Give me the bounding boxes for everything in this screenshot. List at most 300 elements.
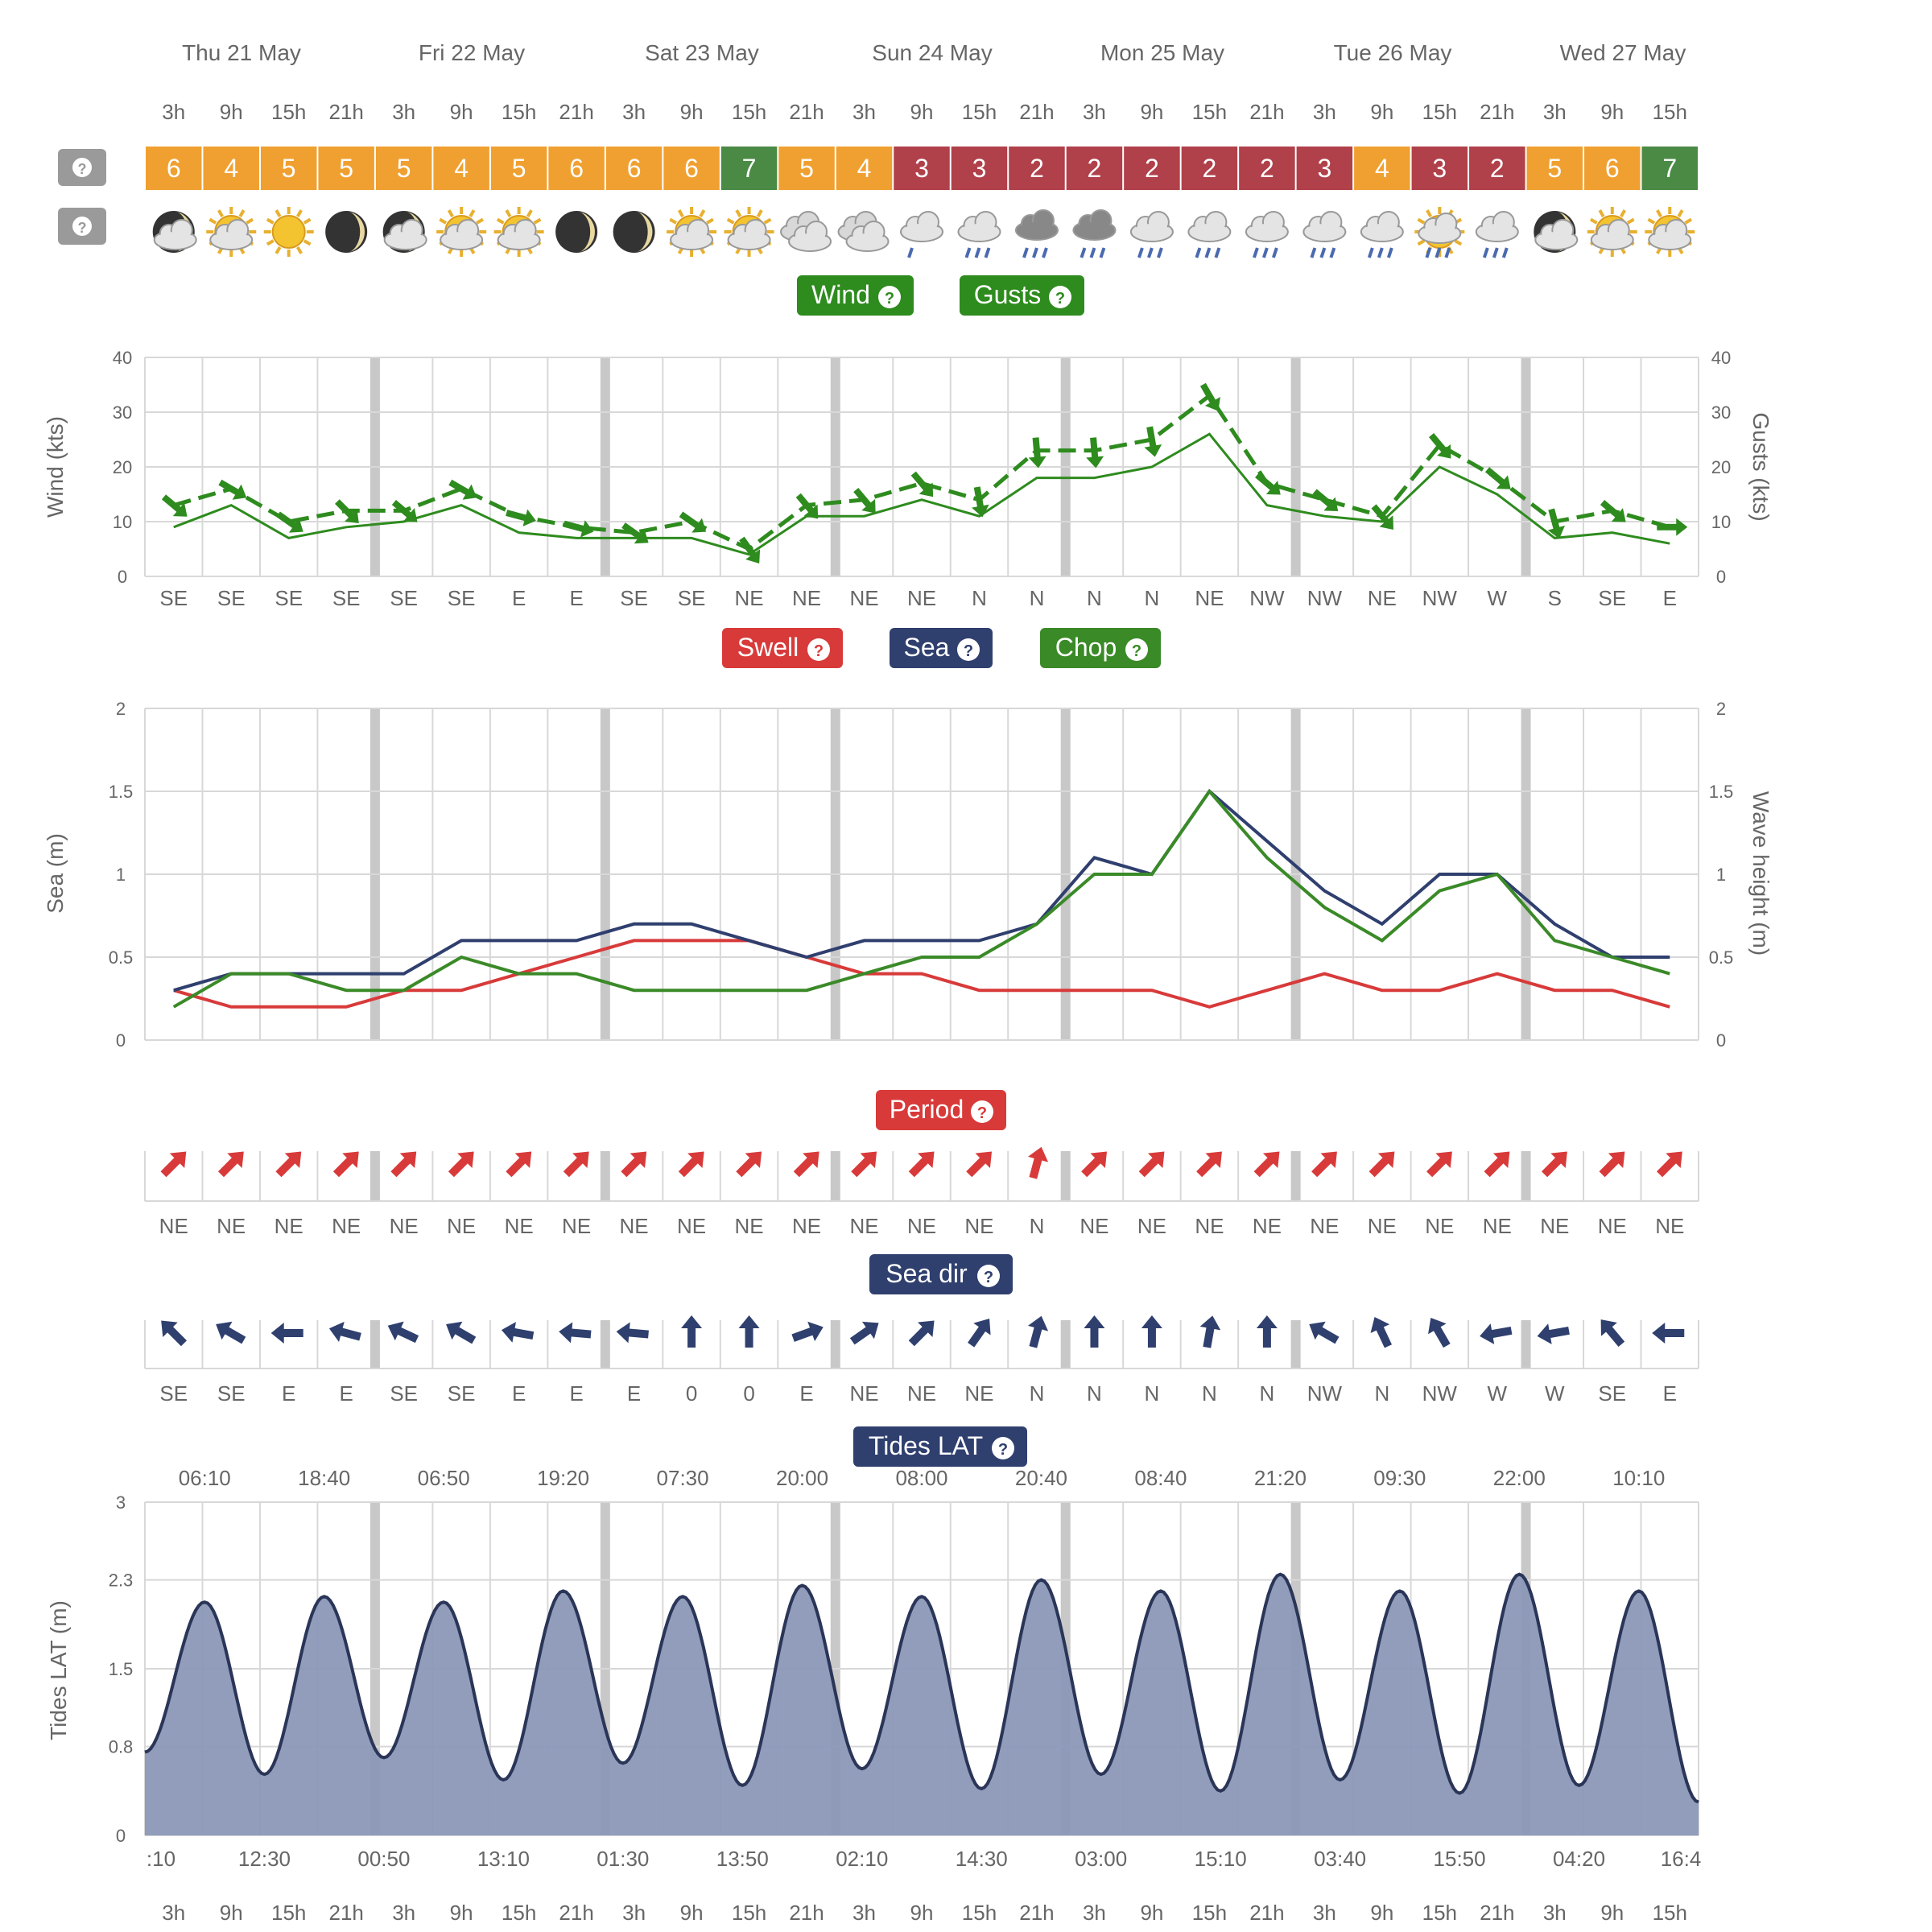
hour-label: 21h [328,1901,364,1925]
sea-dir-arrow [1141,1315,1162,1348]
sun-ray [1678,210,1682,217]
arrow-head [681,1315,702,1328]
rain-icon [1188,212,1230,258]
moon-icon [555,211,597,253]
period-toggle-button[interactable] [876,1090,1006,1130]
cloud-fill [1075,222,1113,238]
sun-ray [470,210,474,217]
hour-label: 15h [1191,1901,1228,1925]
rain-drop [1139,248,1142,258]
wind-direction-label: SE [390,586,419,610]
wind-direction-label: E [511,586,526,610]
low-tide-time: 13:50 [716,1847,769,1871]
hour-label: 15h [271,100,307,124]
high-tide-time: 21:20 [1253,1466,1307,1490]
rating-value: 4 [224,154,239,183]
high-tide-time: 08:40 [1134,1466,1187,1490]
rain-drop [1494,248,1497,258]
sun-ray [304,241,311,245]
arrow-head [1084,1315,1104,1328]
sea-dir-label: E [1662,1381,1677,1406]
sun-ray [670,220,676,224]
sun-cloud-icon [1587,207,1637,257]
wind-direction-label: N [1029,586,1045,610]
rating-value: 6 [569,154,584,183]
swell-toggle-button[interactable] [722,628,843,668]
y2-tick: 20 [1711,457,1732,477]
hour-label: 9h [679,1901,704,1925]
arrow-head [558,1321,572,1343]
gust-arrow [1027,437,1047,469]
rating-value: 2 [1030,154,1044,183]
help-glyph: ? [77,220,87,236]
weather-help-icon[interactable] [58,208,106,245]
rain-icon [1361,212,1403,258]
period-direction-label: N [1029,1214,1045,1238]
rain-drop [985,248,989,258]
y-tick: 40 [112,348,133,368]
rating-value: 7 [1662,154,1678,183]
rain-drop [1206,248,1209,258]
sea-dir-arrow [904,1313,942,1351]
cloud-fill [386,232,425,248]
y-tick: 0 [117,567,128,587]
high-tide-time: 09:30 [1373,1466,1426,1490]
day-label: Tue 26 May [1333,40,1452,65]
sun-ray [1600,210,1604,217]
arrow-shaft [1090,1327,1098,1348]
period-arrow [1307,1144,1344,1182]
sea-dir-label: E [282,1381,296,1406]
sun-ray [477,220,483,224]
hour-label: 21h [1249,1901,1285,1925]
wind-direction-label: NW [1307,586,1343,610]
moon-icon [613,211,655,253]
rain-drop [1100,248,1104,258]
arrow-head [616,1321,630,1343]
rain-drop [1254,248,1257,258]
sun-ray [1621,210,1625,217]
arrow-head [327,1319,345,1342]
sun-ray [535,220,541,224]
wind-direction-label: NE [849,586,879,610]
arrow-shaft [1148,1327,1156,1348]
arrow-head [739,1315,760,1328]
sun-ray [1427,210,1431,217]
sea-dir-arrow [616,1321,650,1344]
sea-dir-arrow [846,1315,885,1350]
rain-drop [1091,248,1094,258]
help-glyph: ? [1055,290,1066,308]
chop-toggle-button[interactable] [1040,628,1161,668]
rain-drop [1389,248,1392,258]
sea-dir-arrow [154,1313,192,1351]
sea-dir-arrow [1365,1313,1397,1351]
sun-ray [276,247,280,254]
help-glyph: ? [976,1104,988,1122]
hour-label: 15h [501,100,537,124]
sea-dir-label: SE [217,1381,246,1406]
y2-tick: 1.5 [1708,782,1734,802]
gust-arrow [1252,469,1286,502]
hour-label: 3h [392,1901,416,1925]
rain-drop [1311,248,1315,258]
hour-label: 21h [1019,100,1055,124]
rain-drop [1043,248,1046,258]
hour-label: 3h [1312,1901,1336,1925]
low-tide-time: 04:20 [1552,1847,1606,1871]
period-direction-label: NE [1252,1214,1282,1238]
hour-label: 15h [501,1901,537,1925]
period-arrow [1422,1144,1459,1182]
day-label: Fri 22 May [418,40,526,65]
y-tick: 0.5 [108,947,134,968]
button-label: Wind [811,280,870,309]
hour-label: 9h [449,100,473,124]
sun-ray [276,210,280,217]
sea-dir-label: 0 [743,1381,755,1406]
day-label: Mon 25 May [1100,40,1225,65]
rating-value: 6 [626,154,642,183]
sea-toggle-button[interactable] [890,628,993,668]
period-arrow [674,1144,712,1182]
button-label: Sea dir [886,1259,968,1288]
period-arrow [617,1144,654,1182]
sea-dir-label: E [339,1381,353,1406]
storm-icon [1016,210,1058,258]
hour-label: 15h [271,1901,307,1925]
day-label: Wed 27 May [1559,40,1686,65]
arrow-shaft [1263,1327,1271,1348]
period-direction-label: NE [1195,1214,1224,1238]
hour-label: 9h [910,1901,934,1925]
sea-dir-arrow [271,1323,303,1344]
sun-ray [1418,220,1424,224]
sun-ray [449,210,453,217]
rating-value: 3 [914,154,929,183]
wind-direction-label: NE [1195,586,1224,610]
y-tick: 0.8 [108,1736,134,1757]
wind-direction-label: NE [906,586,937,610]
period-direction-label: NE [1425,1214,1455,1238]
button-label: Period [889,1095,964,1124]
arrow-shaft [1203,1326,1214,1348]
period-direction-label: NE [217,1214,246,1238]
sea-dir-arrow [1593,1313,1630,1351]
gusts-series-line [174,396,1670,549]
low-tide-time: 15:50 [1433,1847,1486,1871]
hour-label: 15h [961,100,997,124]
period-direction-label: NE [1540,1214,1570,1238]
wind-direction-label: SE [159,586,188,610]
wind-direction-label: SE [447,586,476,610]
period-arrow [1537,1144,1575,1182]
hour-label: 21h [789,1901,824,1925]
sun-ray [1648,220,1654,224]
sea-dir-arrow [211,1315,250,1350]
low-tide-time: 03:00 [1075,1847,1128,1871]
hour-label: 15h [1191,100,1228,124]
sea-dir-label: E [569,1381,584,1406]
button-label: Tides LAT [868,1431,984,1460]
high-tide-time: 08:00 [895,1466,948,1490]
wind-direction-label: NW [1249,586,1285,610]
sea-dir-arrow [1196,1314,1223,1349]
rain-drop [1081,248,1084,258]
hour-label: 3h [852,1901,876,1925]
sea-dir-arrow [1422,1312,1456,1351]
cloud-fill [1018,222,1056,238]
light-rain-icon [901,212,943,258]
sea-dir-label: N [1144,1381,1160,1406]
cloud-fill [902,224,941,240]
period-arrow [1023,1144,1051,1180]
cloud-fill [156,232,195,248]
sea-dir-arrow [441,1315,480,1350]
button-label: Swell [737,633,799,662]
wind-direction-label: SE [1598,586,1627,610]
sun-ray [246,220,253,224]
cloud-icon [839,212,889,251]
arrow-shaft [512,1328,534,1340]
cloud-fill [672,232,711,248]
cloud-fill [960,224,998,240]
period-direction-label: NE [504,1214,534,1238]
period-direction-label: NE [734,1214,764,1238]
period-arrow [1077,1144,1115,1182]
sea-dir-label: SE [390,1381,419,1406]
cloud-fill [1305,224,1344,240]
period-direction-label: NE [1137,1214,1166,1238]
sun-cloud-icon [667,207,716,257]
low-tide-time: 01:30 [597,1847,650,1871]
wind-direction-label: E [569,586,584,610]
hour-label: 3h [852,100,876,124]
y-tick: 30 [112,402,133,423]
cloud-fill [1650,232,1689,248]
cloud-fill [500,232,539,248]
sun-ray [240,210,244,217]
rain-drop [1484,248,1488,258]
wind-direction-label: S [1547,586,1562,610]
sea-dir-label: E [799,1381,814,1406]
hour-label: 9h [1140,100,1164,124]
sea-dir-label: N [1202,1381,1217,1406]
arrow-head [1652,1323,1665,1344]
gust-arrow [1195,380,1226,415]
rain-drop [909,248,912,258]
hour-label: 15h [961,1901,997,1925]
sea-dir-arrow [327,1319,363,1347]
sun-ray [209,220,216,224]
sun-cloud-icon [436,207,486,257]
sea-dir-label: NE [906,1381,937,1406]
period-direction-label: NE [332,1214,361,1238]
button-label: Gusts [973,280,1042,309]
period-direction-label: NE [677,1214,707,1238]
y2-tick: 0 [1715,567,1727,587]
gust-arrow [216,475,251,506]
gusts-toggle-button[interactable] [960,275,1084,316]
period-arrow [1134,1144,1172,1182]
period-direction-label: NE [1310,1214,1340,1238]
rain-drop [1274,248,1277,258]
sun-cloud-icon [1645,207,1695,257]
period-direction-label: NE [1597,1214,1627,1238]
hour-label: 3h [1542,100,1567,124]
low-tide-time: 13:10 [477,1847,530,1871]
wind-direction-label: N [1144,586,1160,610]
sea-dir-label: SE [159,1381,188,1406]
rating-value: 4 [454,154,469,183]
sun-cloud-icon [206,207,256,257]
cloud-fill [1593,232,1632,248]
low-tide-time: 15:10 [1194,1847,1247,1871]
sun-ray [440,220,446,224]
rain-icon [1476,212,1518,258]
wind-direction-label: SE [620,586,648,610]
rating-value: 4 [857,154,872,183]
period-arrow [1191,1144,1229,1182]
cloud-fill [1537,232,1575,248]
button-label: Sea [903,633,950,662]
low-tide-time: 12:30 [237,1847,291,1871]
y-tick: 2.3 [108,1570,134,1591]
sea-dir-label: SE [447,1381,476,1406]
cloud-fill [212,232,250,248]
cloud-icon [781,212,831,251]
y2-tick: 1 [1715,865,1727,885]
wind-direction-label: NE [734,586,764,610]
arrow-shaft [627,1328,649,1338]
arrow-head [807,1317,827,1341]
gust-arrow [158,490,192,523]
sea-dir-arrow [500,1319,535,1346]
sun-ray [758,210,762,217]
sun-ray [1591,220,1597,224]
gust-arrow [1596,496,1631,529]
y-tick: 0 [115,1826,126,1846]
arrow-shaft [1029,1326,1042,1348]
rain-drop [1158,248,1162,258]
gust-arrow [446,475,481,506]
arrow-head [1535,1323,1551,1346]
sun-ray [506,210,510,217]
sea-dir-toggle-button[interactable] [869,1254,1013,1294]
y2-axis-label: Gusts (kts) [1748,412,1773,522]
rating-value: 5 [339,154,354,183]
help-glyph: ? [77,161,87,177]
period-direction-label: NE [791,1214,822,1238]
cloud-fill [1248,224,1286,240]
arrow-head [1257,1315,1278,1328]
arrow-head [523,510,539,530]
sea-dir-arrow [1652,1323,1684,1344]
arrow-shaft [745,1327,753,1348]
wind-toggle-button[interactable] [797,275,914,316]
high-tide-time: 19:20 [537,1466,590,1490]
help-glyph: ? [963,642,974,660]
hour-label: 15h [731,100,767,124]
day-label: Sat 23 May [645,40,759,65]
hour-label: 3h [162,1901,186,1925]
sea-dir-label: NE [849,1381,879,1406]
sun-ray [679,210,683,217]
sea-dir-arrow [790,1317,827,1348]
wind-direction-label: SE [332,586,361,610]
period-arrow [213,1144,251,1182]
rating-value: 2 [1489,154,1505,183]
tides-toggle-button[interactable] [853,1426,1027,1467]
rating-value: 6 [1604,154,1620,183]
hour-label: 15h [1652,100,1687,124]
low-tide-time: 00:50 [357,1847,411,1871]
sun-ray [707,220,713,224]
hour-label: 21h [559,1901,594,1925]
sea-dir-label: E [626,1381,642,1406]
hour-label: 15h [731,1901,767,1925]
high-tide-time: 22:00 [1492,1466,1546,1490]
arrow-head [271,1323,284,1344]
period-arrow [962,1144,1000,1182]
rating-help-icon[interactable] [58,149,106,186]
period-direction-label: NE [159,1214,188,1238]
wind-direction-label: NE [1367,586,1397,610]
high-tide-time: 06:10 [178,1466,231,1490]
period-arrow [1595,1144,1633,1182]
arrow-shaft [339,1327,361,1340]
night-cloud-icon [383,211,427,253]
sea-dir-label: W [1487,1381,1508,1406]
wind-direction-label: N [1087,586,1102,610]
period-arrow [559,1144,597,1182]
rain-drop [976,248,979,258]
arrow-shaft [283,1329,303,1337]
sun-ray [298,210,302,217]
help-glyph: ? [983,1269,994,1286]
hour-label: 9h [1600,1901,1624,1925]
sun-cloud-icon [494,207,544,257]
sun-ray [1418,241,1424,245]
rain-icon [1303,212,1345,258]
wind-direction-label: W [1487,586,1508,610]
hour-label: 15h [1652,1901,1687,1925]
night-cloud-icon [1534,211,1577,253]
y2-tick: 30 [1711,402,1732,423]
y2-tick: 10 [1711,512,1732,532]
rain-drop [1264,248,1267,258]
arrow-head [1028,1144,1051,1162]
sun-ray [298,247,302,254]
sea-dir-label: N [1029,1381,1045,1406]
rain-drop [1504,248,1507,258]
sea-dir-arrow [963,1313,998,1352]
period-direction-label: NE [274,1214,303,1238]
period-direction-label: NE [1080,1214,1109,1238]
rating-value: 6 [166,154,181,183]
rating-value: 2 [1202,154,1217,183]
sun-ray [304,220,311,224]
day-label: Sun 24 May [872,40,993,65]
y2-tick: 0 [1715,1030,1727,1051]
high-tide-time: 18:40 [298,1466,351,1490]
hour-label: 9h [1140,1901,1164,1925]
rating-value: 5 [1547,154,1563,183]
arrow-shaft [1663,1329,1684,1337]
arrow-shaft [570,1328,592,1338]
period-direction-label: NE [389,1214,419,1238]
rain-icon [1246,212,1288,258]
